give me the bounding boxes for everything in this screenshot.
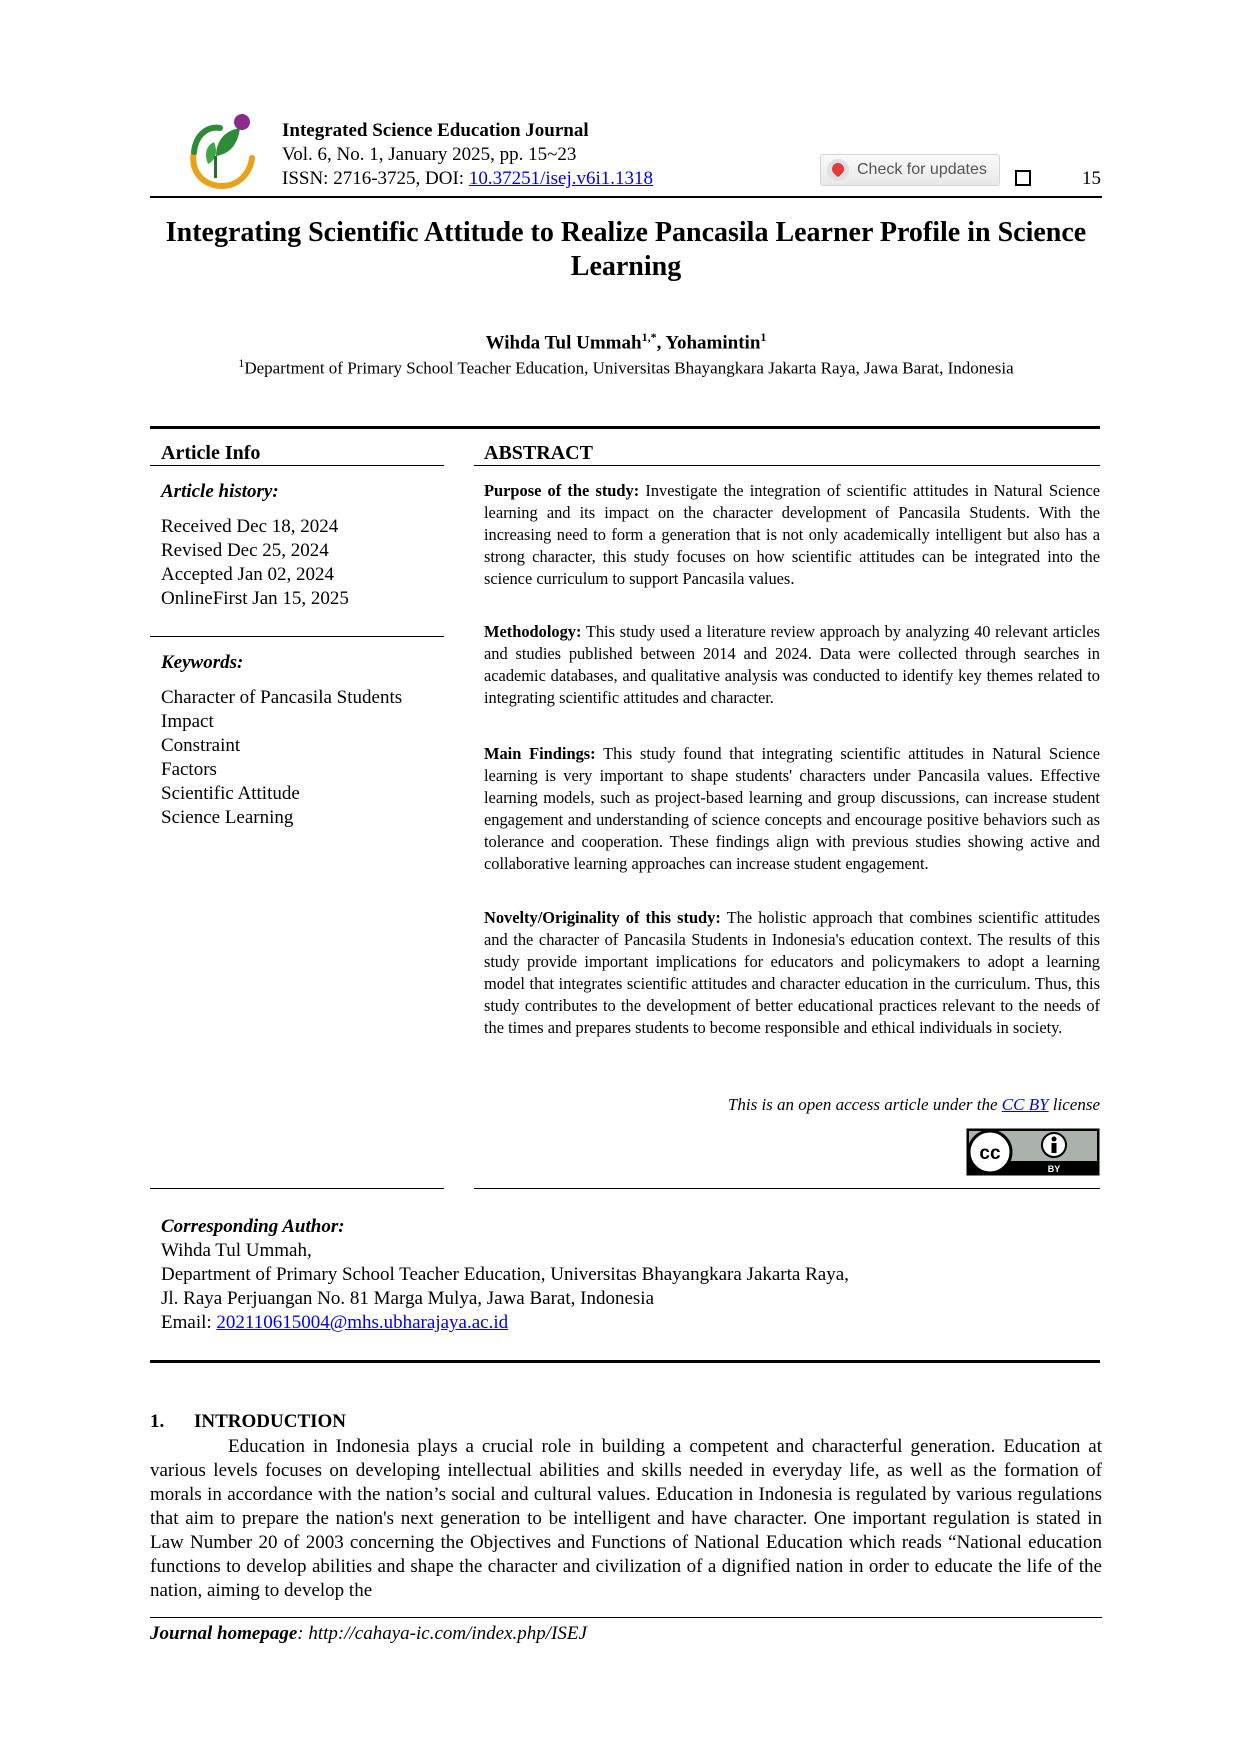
corresponding-author-name: Wihda Tul Ummah, (161, 1240, 312, 1261)
footer (150, 1623, 587, 1645)
corresponding-author-address: Jl. Raya Perjuangan No. 81 Marga Mulya, Jawa Barat, Indonesia (161, 1288, 654, 1309)
abstract-heading: ABSTRACT (484, 442, 593, 464)
abstract-section-label: Purpose of the study: (484, 481, 640, 500)
abstract-section-text: This study used a literature review approach by analyzing 40 relevant articles and studies published between 2014 and 2024. Data were collected through searches in academic databases, and qualitative analysis was conducted to identify key themes related to integrating scientific attitudes and character. (484, 622, 1100, 707)
info-box-bottom-rule-left (150, 1188, 444, 1189)
abstract-methodology (484, 621, 1100, 709)
author-affiliation-mark: 1,* (641, 330, 657, 344)
checkbox-icon (1015, 170, 1031, 186)
article-info-rule (150, 465, 444, 466)
corresponding-author-email (161, 1312, 508, 1334)
cc-badge-text: BY (1047, 1164, 1061, 1174)
introduction-text (150, 1435, 1102, 1603)
section-title: INTRODUCTION (194, 1411, 347, 1432)
info-box-bottom-rule-right (474, 1188, 1100, 1189)
author-separator: , (656, 332, 666, 354)
history-item: Received Dec 18, 2024 (161, 516, 339, 537)
footer-rule (150, 1617, 1102, 1618)
keyword-item: Character of Pancasila Students (161, 687, 403, 708)
corresponding-author-rule (150, 1360, 1100, 1363)
keyword-item: Scientific Attitude (161, 783, 300, 804)
journal-issn (282, 168, 653, 190)
article-info-heading: Article Info (161, 442, 261, 464)
abstract-section-text: This study found that integrating scientific attitudes in Natural Science learning is very important to shape students' characters under Pancasila values. Effective learning models, such as project-based learning and group discussions, can increase student engagement and understanding of science concepts and encourage positive behaviors such as tolerance and cooperation. These findings align with previous studies showing active and collaborative learning approaches can increase student engagement. (484, 744, 1100, 873)
license-prefix: This is an open access article under the (727, 1095, 1002, 1114)
license-suffix: license (1048, 1095, 1100, 1114)
introduction-paragraph: Education in Indonesia plays a crucial role in building a competent and characterful generation. Education at various levels focuses on developing intellectual abilities and skills needed in everyday life, as well as the formation of morals in accordance with the nation’s social and cultural values. Education in Indonesia is regulated by various regulations that aim to prepare the nation's next generation to be intelligent and have character. One important regulation is stated in Law Number 20 of 2003 concerning the Objectives and Functions of National Education which reads “National education functions to develop abilities and shape the character and civilization of a dignified nation in order to educate the life of the nation, aiming to develop the (150, 1436, 1102, 1601)
page-number: 15 (1082, 168, 1101, 189)
check-for-updates-button[interactable] (820, 154, 1000, 186)
keyword-item: Impact (161, 711, 214, 732)
abstract-section-label: Methodology: (484, 622, 582, 641)
author-name: Yohamintin (665, 332, 761, 354)
email-label: Email: (161, 1312, 217, 1333)
abstract-rule (474, 465, 1100, 466)
abstract-novelty (484, 907, 1100, 1039)
abstract-section-text: Investigate the integration of scientific attitudes in Natural Science learning and its impact on the character development of Pancasila Students. With the increasing need to form a generation that is not only academically intelligent but also has a strong character, this study focuses on how scientific attitudes can be integrated into the science curriculum to support Pancasila values. (484, 481, 1100, 588)
header-divider (150, 196, 1102, 198)
svg-text:cc: cc (979, 1143, 1001, 1164)
issn-text: ISSN: 2716-3725, DOI: (282, 168, 469, 189)
affiliation-text: Department of Primary School Teacher Education, Universitas Bhayangkara Jakarta Raya, Jawa Barat, Indonesia (244, 358, 1014, 378)
corresponding-author-label: Corresponding Author: (161, 1216, 345, 1237)
history-item: OnlineFirst Jan 15, 2025 (161, 588, 349, 609)
abstract-section-label: Main Findings: (484, 744, 596, 763)
footer-url[interactable]: : http://cahaya-ic.com/index.php/ISEJ (297, 1623, 587, 1644)
cc-by-badge-icon[interactable] (966, 1128, 1100, 1176)
introduction-heading (150, 1411, 346, 1433)
check-updates-icon (827, 159, 849, 181)
history-item: Accepted Jan 02, 2024 (161, 564, 335, 585)
keywords-rule (150, 636, 444, 637)
affiliation-mark: 1 (238, 356, 245, 370)
footer-label: Journal homepage (150, 1623, 298, 1644)
license-note (484, 1095, 1100, 1115)
keywords-label: Keywords: (161, 652, 244, 673)
keywords-list (161, 686, 402, 830)
journal-logo (186, 112, 256, 190)
doi-link[interactable]: 10.37251/isej.v6i1.1318 (468, 168, 654, 189)
abstract-main-findings (484, 743, 1100, 875)
paper-title: Integrating Scientific Attitude to Realize Pancasila Learner Profile in Science Learning (165, 217, 1087, 282)
article-history-list (161, 515, 349, 611)
journal-name: Integrated Science Education Journal (282, 120, 589, 141)
corresponding-author-department: Department of Primary School Teacher Education, Universitas Bhayangkara Jakarta Raya, (161, 1264, 849, 1285)
article-history-label: Article history: (161, 481, 279, 502)
author-name: Wihda Tul Ummah (485, 332, 642, 354)
abstract-purpose (484, 480, 1100, 590)
history-item: Revised Dec 25, 2024 (161, 540, 329, 561)
affiliation (150, 356, 1102, 379)
section-number: 1. (150, 1411, 165, 1432)
keyword-item: Factors (161, 759, 217, 780)
author-list (150, 330, 1102, 354)
journal-volume: Vol. 6, No. 1, January 2025, pp. 15~23 (282, 144, 577, 165)
keyword-item: Science Learning (161, 807, 294, 828)
cc-by-link[interactable]: CC BY (1001, 1095, 1049, 1114)
abstract-section-label: Novelty/Originality of this study: (484, 908, 721, 927)
keyword-item: Constraint (161, 735, 241, 756)
info-box-top-rule (150, 426, 1100, 429)
abstract-section-text: The holistic approach that combines scientific attitudes and the character of Pancasila Students in Indonesia's education context. The results of this study provide important implications for educators and policymakers to adopt a learning model that integrates scientific attitudes and character education in the curriculum. Thus, this study contributes to the development of better educational practices relevant to the needs of the times and prepares students to become responsible and ethical individuals in society. (484, 908, 1100, 1037)
check-updates-label: Check for updates (857, 161, 987, 178)
author-affiliation-mark: 1 (760, 330, 767, 344)
email-link[interactable]: 202110615004@mhs.ubharajaya.ac.id (216, 1312, 509, 1333)
